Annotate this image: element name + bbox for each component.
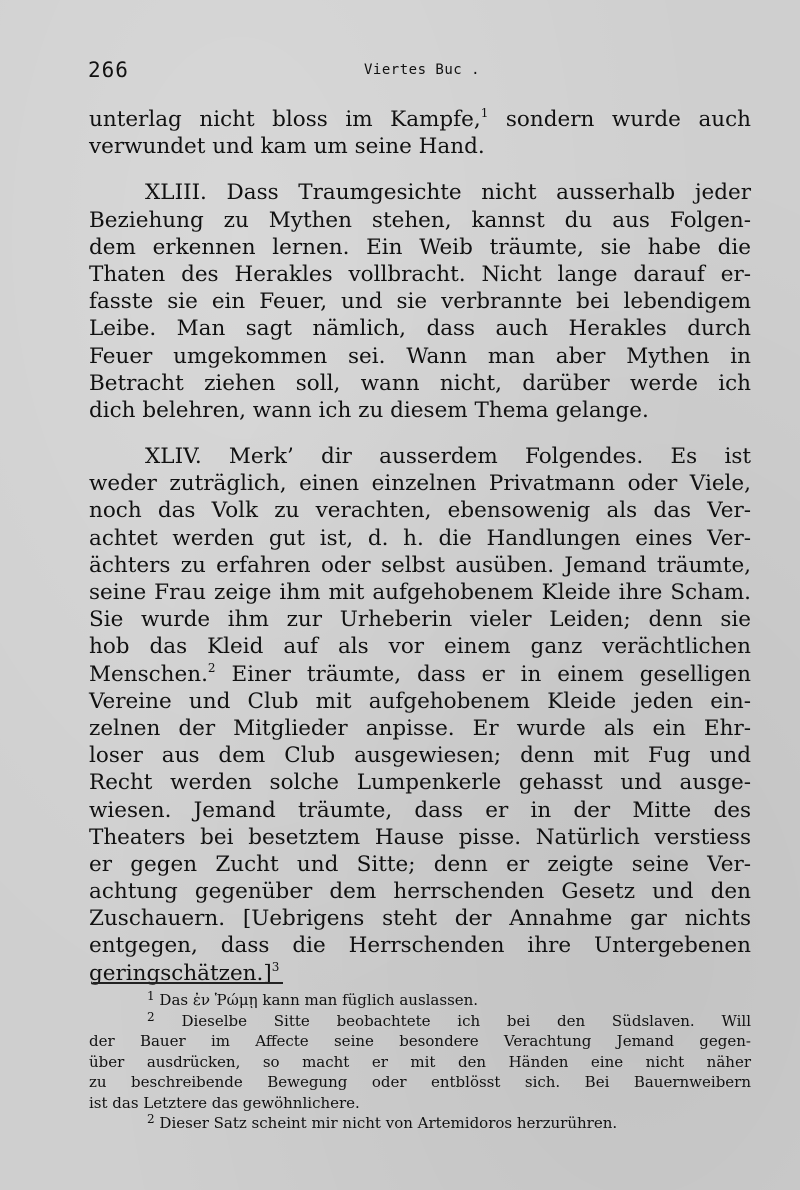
- footnote-marker: 1: [147, 989, 155, 1003]
- text-line: XLIV. Merk’ dir ausserdem Folgendes. Es ist: [145, 444, 751, 470]
- footnote-divider: [93, 982, 283, 984]
- text-line: unterlag nicht bloss im Kampfe,$^1$ sondern wurde auch: [89, 106, 751, 132]
- text-line: Vereine und Club mit aufgehobenem Kleide jeden ein-: [89, 688, 751, 714]
- text-line: achtung gegenüber dem herrschenden Gesetz und den: [89, 879, 751, 905]
- footnote-marker: 2: [147, 1112, 155, 1126]
- text-line: Betracht ziehen soll, wann nicht, darüber werde ich: [89, 370, 751, 396]
- footnote-line: ist das Letztere das gewöhnlichere.: [89, 1093, 360, 1112]
- footnote-line: zu beschreibende Bewegung oder entblösst sich. Bei Bauernweibern: [89, 1073, 751, 1091]
- footnotes: [89, 990, 751, 1134]
- text-line: Zuschauern. [Uebrigens steht der Annahme gar nichts: [89, 906, 751, 932]
- text-line: geringschätzen.]$^3$: [89, 959, 280, 986]
- main-text: [89, 106, 751, 987]
- text-line: Sie wurde ihm zur Urheberin vieler Leiden; denn sie: [89, 607, 751, 633]
- text-line: loser aus dem Club ausgewiesen; denn mit Fug und: [89, 743, 751, 769]
- text-line: noch das Volk zu verachten, ebensowenig als das Ver-: [89, 498, 751, 524]
- text-line: zelnen der Mitglieder anpisse. Er wurde als ein Ehr-: [89, 715, 751, 741]
- text-line: Feuer umgekommen sei. Wann man aber Mythen in: [89, 343, 751, 369]
- text-line: verwundet und kam um seine Hand.: [89, 134, 485, 160]
- text-line: Theaters bei besetztem Hause pisse. Natürlich verstiess: [89, 824, 751, 850]
- text-line: fasste sie ein Feuer, und sie verbrannte bei lebendigem: [89, 289, 751, 315]
- text-line: Menschen.$^2$ Einer träumte, dass er in einem geselligen: [89, 660, 751, 687]
- text-line: achtet werden gut ist, d. h. die Handlungen eines Ver-: [89, 525, 751, 551]
- footnote-line: der Bauer im Affecte seine besondere Verachtung Jemand gegen-: [89, 1032, 751, 1050]
- text-line: dem erkennen lernen. Ein Weib träumte, sie habe die: [89, 234, 751, 260]
- footnote-line: $^1$ Das ἐν Ῥώμῃ kann man füglich auslassen.: [147, 989, 479, 1009]
- text-line: weder zuträglich, einen einzelnen Privatmann oder Viele,: [89, 471, 751, 497]
- text-line: dich belehren, wann ich zu diesem Thema gelange.: [89, 397, 649, 423]
- text-line: Thaten des Herakles vollbracht. Nicht lange darauf er-: [89, 261, 751, 287]
- text-line: seine Frau zeige ihm mit aufgehobenem Kleide ihre Scham.: [89, 580, 751, 605]
- text-line: hob das Kleid auf als vor einem ganz verächtlichen: [89, 634, 751, 660]
- text-line: Recht werden solche Lumpenkerle gehasst und ausge-: [89, 770, 751, 796]
- footnote-line: $^2$ Dieselbe Sitte beobachtete ich bei den Südslaven. Will: [147, 1009, 751, 1030]
- footnote-ref: 2: [207, 660, 216, 675]
- text-line: wiesen. Jemand träumte, dass er in der Mitte des: [89, 797, 751, 823]
- paragraph-gap: [89, 160, 751, 179]
- text-line: entgegen, dass die Herrschenden ihre Untergebenen: [89, 933, 751, 959]
- text-line: Leibe. Man sagt nämlich, dass auch Herakles durch: [89, 316, 751, 342]
- text-line: XLIII. Dass Traumgesichte nicht ausserhalb jeder: [145, 180, 751, 206]
- running-title: Viertes Buc .: [364, 62, 481, 78]
- text-line: er gegen Zucht und Sitte; denn er zeigte seine Ver-: [89, 851, 751, 877]
- footnote-ref: 3: [271, 959, 280, 974]
- footnote-line: $^2$ Dieser Satz scheint mir nicht von Artemidoros herzurühren.: [147, 1112, 618, 1132]
- running-head: [88, 58, 748, 88]
- text-line: ächters zu erfahren oder selbst ausüben. Jemand träumte,: [89, 552, 751, 578]
- footnote-ref: 1: [480, 106, 489, 120]
- page-number: 266: [88, 58, 129, 82]
- footnote-line: über ausdrücken, so macht er mit den Händen eine nicht näher: [89, 1052, 751, 1071]
- footnote-marker: 2: [147, 1009, 155, 1024]
- paragraph-gap: [89, 424, 751, 443]
- text-line: Beziehung zu Mythen stehen, kannst du aus Folgen-: [89, 207, 751, 233]
